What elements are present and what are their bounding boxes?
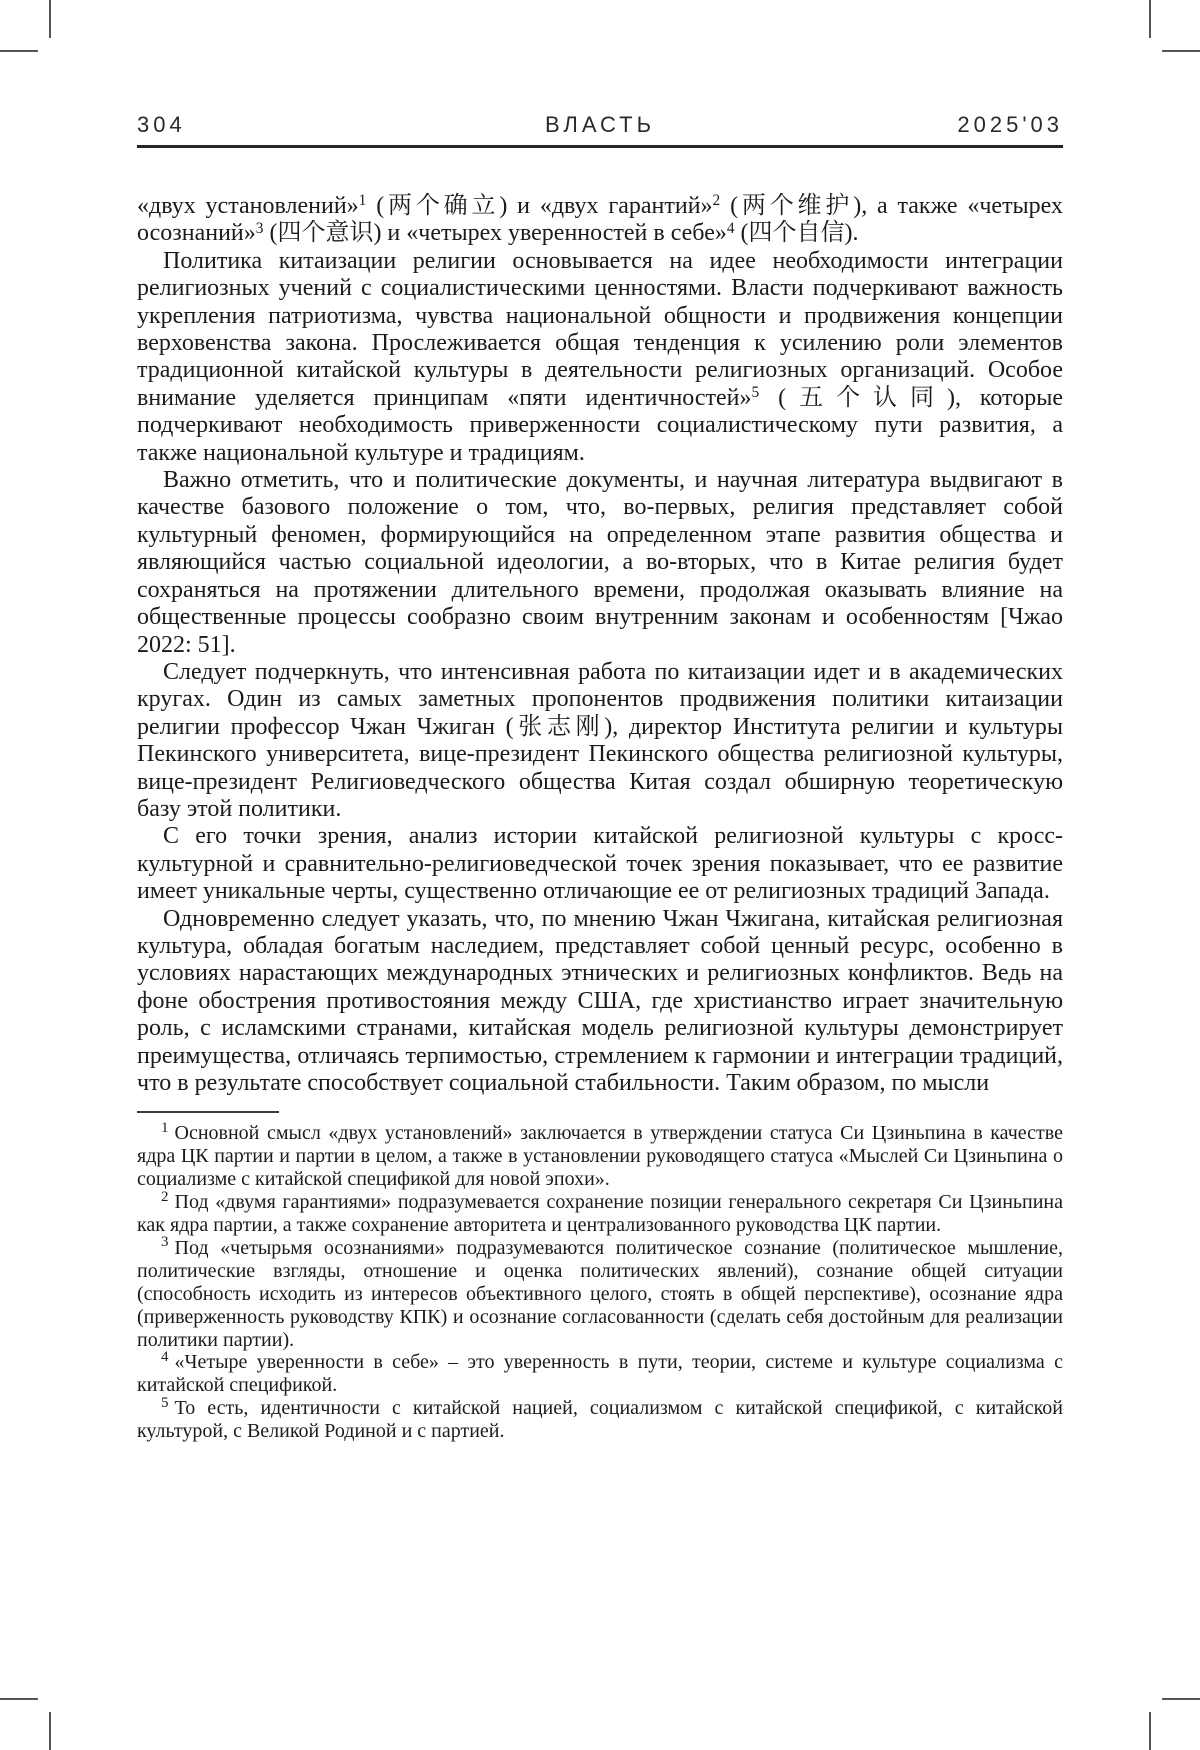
footnote-number: 2 [161, 1188, 169, 1205]
header-rule [137, 145, 1063, 148]
crop-mark-bottom-right-horizontal [1162, 1698, 1200, 1700]
footnote-item [137, 1394, 1063, 1443]
body-paragraph: Политика китаизации религии основывается на идее необходимости интеграции религиозных учений с социалистическими ценностями. Власти подчеркивают важность укрепления патриотизма, чувства национальной общности и продвижения концепции верховенства закона. Прослеживается общая тенденция к усилению роли элементов традиционной китайской культуры в деятельности религиозных организаций. Особое внимание уделяется принципам «пяти идентичностей»$^5$ (五个认同), которые подчеркивают необходимость приверженности социалистическому пути развития, а также национальной культуре и традициям. [137, 247, 1063, 466]
footnote-number: 5 [161, 1394, 169, 1411]
footnote-number: 3 [161, 1234, 169, 1251]
footnote-item [137, 1234, 1063, 1352]
footnote-text: Под «двумя гарантиями» подразумевается сохранение позиции генерального секретаря Си Цзиньпина как ядра партии, а также сохранение авторитета и централизованного руководства ЦК партии. [137, 1191, 1063, 1237]
page-number: 304 [137, 112, 186, 137]
footnote-text: «Четыре уверенности в себе» – это уверенность в пути, теории, системе и культуре социализма с китайской спецификой. [137, 1351, 1063, 1397]
footnote-ref: 5 [751, 384, 760, 402]
body-paragraph: Одновременно следует указать, что, по мнению Чжан Чжигана, китайская религиозная культура, обладая богатым наследием, представляет собой ценный ресурс, особенно в условиях нарастающих международных этнических и религиозных конфликтов. Ведь на фоне обострения противостояния между США, где христианство играет значительную роль, с исламскими странами, китайская модель религиозной культуры демонстрирует преимущества, отличаясь терпимостью, стремлением к гармонии и интеграции традиций, что в результате способствует социальной стабильности. Таким образом, по мысли [137, 905, 1063, 1096]
footnote-text: Под «четырьмя осознаниями» подразумеваются политическое сознание (политическое мышление, политические взгляды, отношение и оценка политических явлений), сознание общей ситуации (способность исходить из интересов объективного целого, стоять в общей перспективе), осознание ядра (приверженность руководству КПК) и осознание согласованности (сделать себя достойным для реализации политики партии). [137, 1236, 1063, 1351]
footnote-number: 1 [161, 1119, 169, 1136]
footnotes-block [137, 1119, 1063, 1443]
footnote-text: То есть, идентичности с китайской нацией, социализмом с китайской спецификой, с китайской культурой, с Великой Родиной и с партией. [137, 1397, 1063, 1443]
journal-title: ВЛАСТЬ [544, 112, 656, 137]
running-head [137, 112, 1063, 137]
footnote-item [137, 1348, 1063, 1397]
article-body [137, 193, 1063, 1097]
footnote-separator [137, 1111, 279, 1113]
footnote-ref: 1 [358, 192, 367, 210]
footnote-ref: 4 [726, 219, 735, 237]
crop-mark-top-left-horizontal [0, 50, 38, 52]
footnote-ref: 3 [255, 219, 264, 237]
footnote-ref: 2 [712, 192, 721, 210]
body-paragraph: Важно отметить, что и политические документы, и научная литература выдвигают в качестве базового положение о том, что, во-первых, религия представляет собой культурный феномен, формирующийся на определенном этапе развития общества и являющийся частью социальной идеологии, а во-вторых, что в Китае религия будет сохраняться на протяжении длительного времени, продолжая оказывать влияние на общественные процессы сообразно своим внутренним законам и особенностям [Чжао 2022: 51]. [137, 467, 1063, 658]
crop-mark-bottom-left-vertical [49, 1712, 51, 1750]
footnote-text: Основной смысл «двух установлений» заключается в утверждении статуса Си Цзиньпина в качестве ядра ЦК партии и партии в целом, а также в установлении руководящего статуса «Мыслей Си Цзиньпина о социализме с китайской спецификой для новой эпохи». [137, 1122, 1063, 1191]
crop-mark-top-right-vertical [1149, 0, 1151, 38]
crop-mark-bottom-left-horizontal [0, 1698, 38, 1700]
footnote-item [137, 1119, 1063, 1191]
footnote-item [137, 1188, 1063, 1237]
crop-mark-top-right-horizontal [1162, 50, 1200, 52]
body-paragraph: Следует подчеркнуть, что интенсивная работа по китаизации идет и в академических кругах. Один из самых заметных пропонентов продвижения политики китаизации религии профессор Чжан Чжиган (张志刚), директор Института религии и культуры Пекинского университета, вице-президент Пекинского общества религиозной культуры, вице-президент Религиоведческого общества Китая создал обширную теоретическую базу этой политики. [137, 658, 1063, 822]
crop-mark-bottom-right-vertical [1149, 1712, 1151, 1750]
crop-mark-top-left-vertical [49, 0, 51, 38]
body-paragraph: «двух установлений»$^1$ (两个确立) и «двух гарантий»$^2$ (两个维护), а также «четырех осознаний»$^3$ (四个意识) и «четырех уверенностей в себе»$^4$ (四个自信). [137, 192, 1064, 247]
footnote-number: 4 [161, 1348, 169, 1365]
issue-number: 2025'03 [957, 112, 1063, 137]
body-paragraph: С его точки зрения, анализ истории китайской религиозной культуры с кросс-культурной и сравнительно-религиоведческой точек зрения показывает, что ее развитие имеет уникальные черты, существенно отличающие ее от религиозных традиций Запада. [137, 823, 1063, 905]
page-content [137, 112, 1063, 1443]
